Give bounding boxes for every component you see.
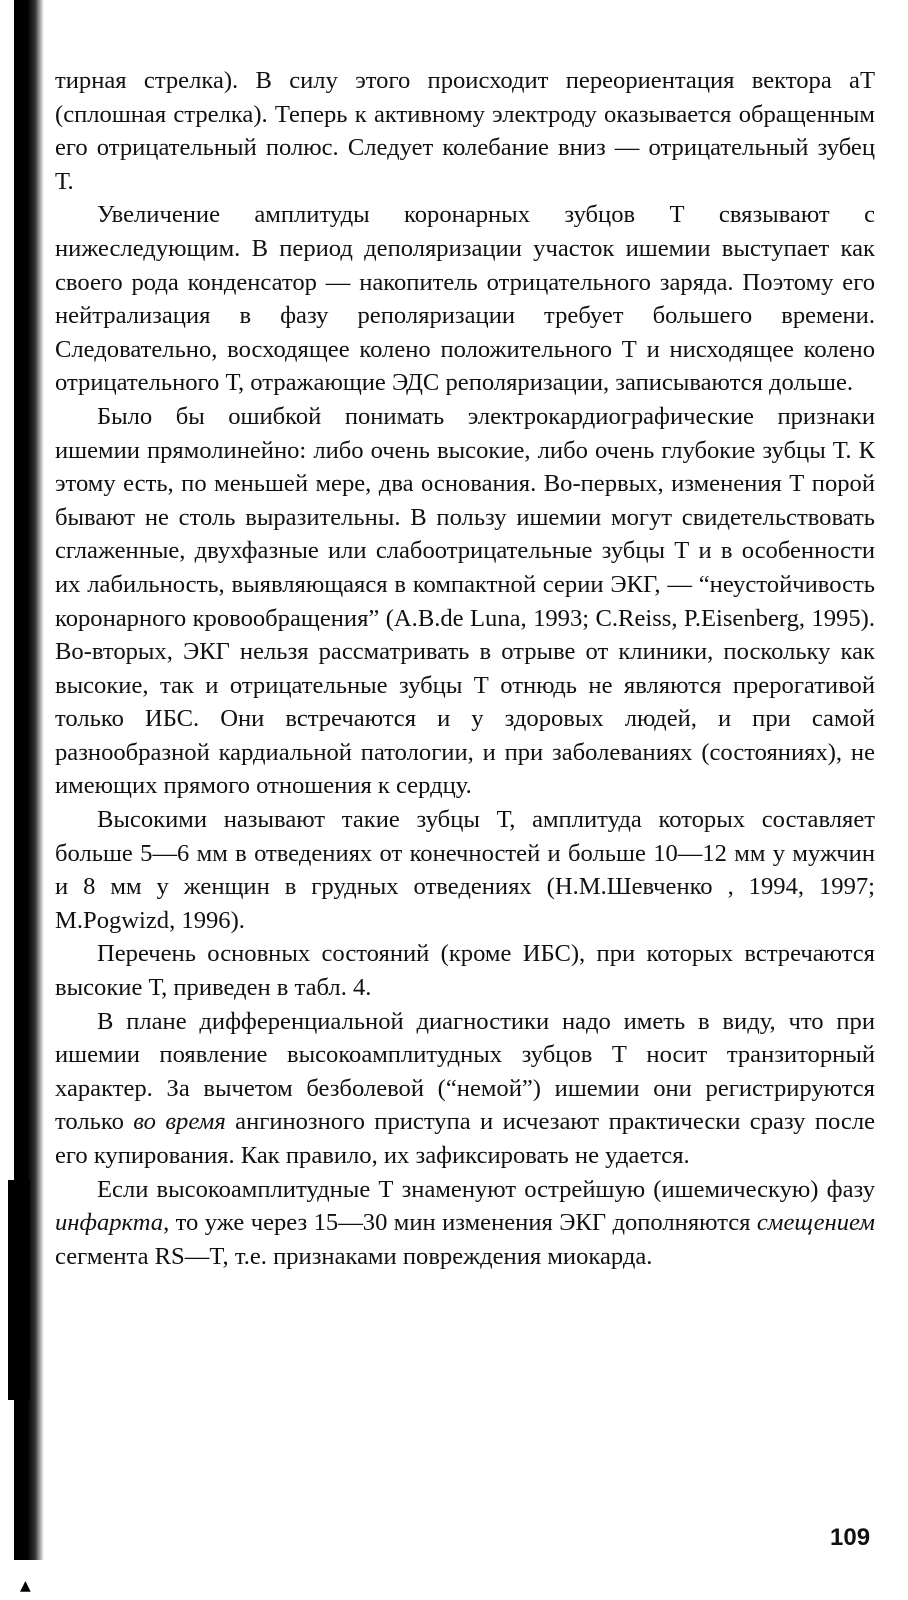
emphasis-text: во время [133,1108,226,1136]
scan-corner-mark: ▲ [20,1578,31,1594]
paragraph-2 [55,198,875,400]
paragraph-text: сегмента RS—T, т.е. признаками повреждения миокарда. [55,1242,653,1270]
emphasis-text: смещением [756,1209,875,1237]
scan-edge-artifact [8,1180,30,1400]
page-body [55,64,875,1273]
paragraph-6 [55,1005,875,1173]
paragraph-4 [55,803,875,937]
paragraph-text: , то уже через 15—30 мин изменения ЭКГ дополняются [163,1209,757,1237]
page-number: 109 [830,1524,871,1551]
paragraph-text: Было бы ошибкой понимать электрокардиографические признаки ишемии прямолинейно: либо очень высокие, либо очень глубокие зубцы Т. К этому есть, по меньшей мере, два основания. Во-первых, изменения Т порой бывают не столь выразительны. В пользу ишемии могут свидетельствовать сглаженные, двухфазные или слабоотрицательные зубцы Т и в особенности их лабильность, выявляющаяся в компактной серии ЭКГ, — “неустойчивость коронарного кровообращения” (A.B.de Luna, 1993; C.Reiss, P.Eisenberg, 1995). Во-вторых, ЭКГ нельзя рассматривать в отрыве от клиники, поскольку как высокие, так и отрицательные зубцы Т отнюдь не являются прерогативой только ИБС. Они встречаются и у здоровых людей, и при самой разнообразной кардиальной патологии, и при заболеваниях (состояниях), не имеющих прямого отношения к сердцу. [55,402,875,800]
paragraph-text: тирная стрелка). В силу этого происходит переориентация вектора аТ (сплошная стрелка). Теперь к активному электроду оказывается обращенным его отрицательный полюс. Следует колебание вниз — отрицательный зубец Т. [55,67,875,195]
paragraph-5 [55,937,875,1004]
paragraph-1 [55,64,875,198]
paragraph-7 [55,1173,875,1274]
paragraph-text: ангинозного приступа и исчезают практически сразу после его купирования. Как правило, их зафиксировать не удается. [55,1108,876,1169]
paragraph-3 [55,400,875,803]
paragraph-text: Если высокоамплитудные Т знаменуют острейшую (ишемическую) фазу [97,1175,875,1203]
emphasis-text: инфаркта [55,1209,164,1237]
paragraph-text: Перечень основных состояний (кроме ИБС), при которых встречаются высокие Т, приведен в табл. 4. [55,940,875,1002]
paragraph-text: Увеличение амплитуды коронарных зубцов Т связывают с нижеследующим. В период деполяризации участок ишемии выступает как своего рода конденсатор — накопитель отрицательного заряда. Поэтому его нейтрализация в фазу реполяризации требует большего времени. Следовательно, восходящее колено положительного Т и нисходящее колено отрицательного Т, отражающие ЭДС реполяризации, записываются дольше. [55,201,875,397]
paragraph-text: В плане дифференциальной диагностики надо иметь в виду, что при ишемии появление высокоамплитудных зубцов Т носит транзиторный характер. За вычетом безболевой (“немой”) ишемии они регистрируются только [55,1007,875,1136]
paragraph-text: Высокими называют такие зубцы Т, амплитуда которых составляет больше 5—6 мм в отведениях от конечностей и больше 10—12 мм у мужчин и 8 мм у женщин в грудных отведениях (Н.М.Шевченко , 1994, 1997; M.Pogwizd, 1996). [55,806,875,934]
